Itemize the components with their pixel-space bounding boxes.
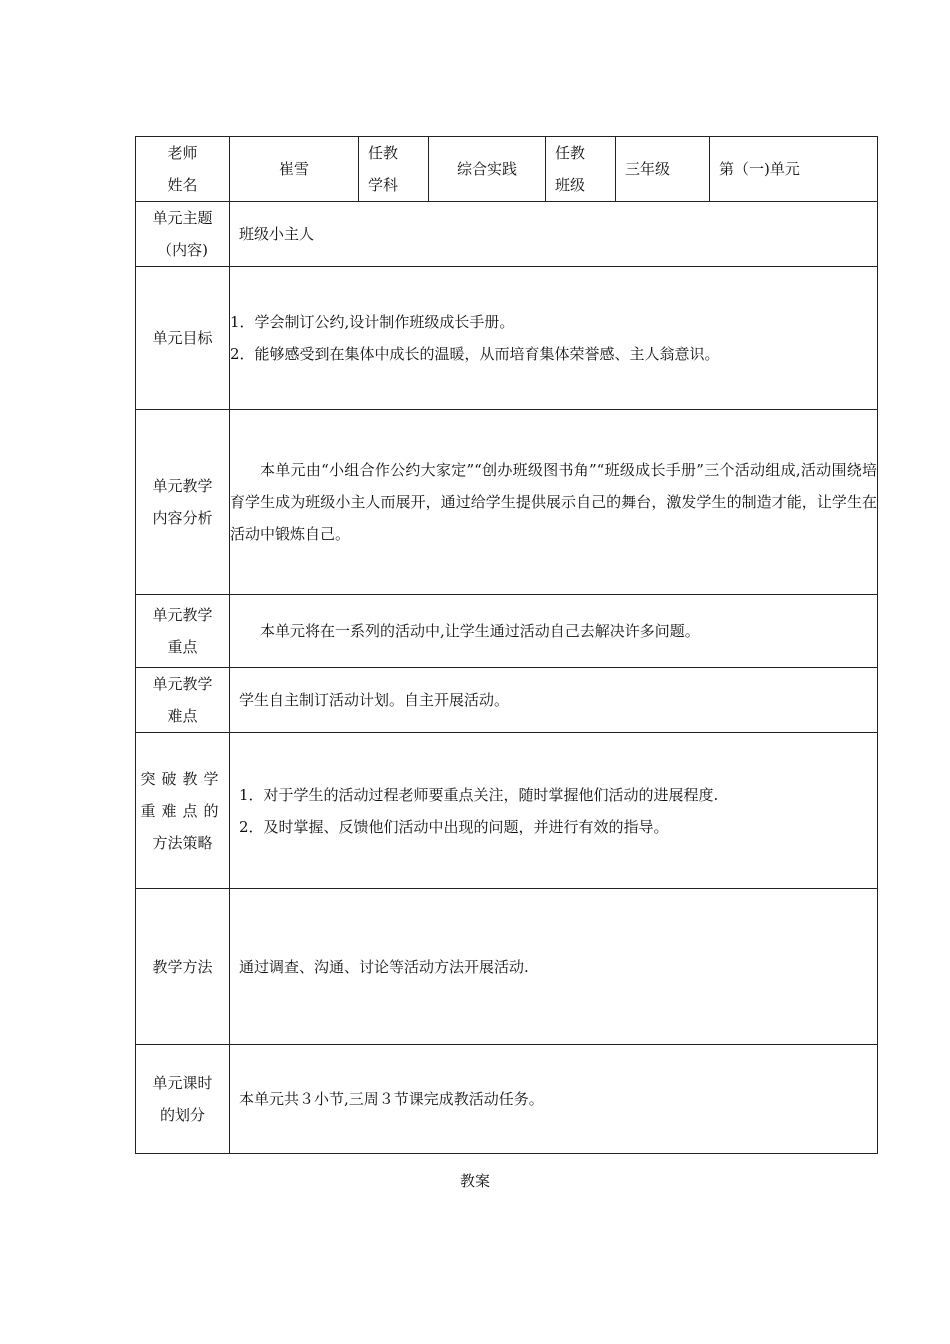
theme-label	[136, 202, 230, 267]
theme-value: 班级小主人	[230, 202, 878, 267]
subject-value: 综合实践	[429, 137, 546, 202]
strategy-item: 1．对于学生的活动过程老师要重点关注，随时掌握他们活动的进展程度.	[239, 785, 719, 804]
method-row	[136, 889, 878, 1045]
key-points-label-line-2: 重点	[167, 638, 198, 656]
subject-label	[359, 137, 429, 202]
difficulties-label-line-2: 难点	[167, 707, 198, 725]
unit-plan-table	[135, 136, 878, 1154]
strategy-label	[136, 733, 230, 889]
strategy-item: 2．及时掌握、反馈他们活动中出现的问题，并进行有效的指导。	[239, 817, 669, 836]
hours-row	[136, 1045, 878, 1154]
teacher-label-line-1: 老师	[167, 144, 198, 162]
goals-label: 单元目标	[136, 267, 230, 410]
class-label-line-2: 班级	[555, 176, 586, 194]
subject-label-line-2: 学科	[368, 176, 399, 194]
class-label	[546, 137, 616, 202]
hours-text: 本单元共３小节,三周３节课完成教活动任务。	[230, 1045, 878, 1154]
goals-content	[230, 267, 878, 410]
difficulties-label-line-1: 单元教学	[152, 675, 213, 693]
key-points-label-line-1: 单元教学	[152, 606, 213, 624]
difficulties-row	[136, 668, 878, 733]
theme-row	[136, 202, 878, 267]
analysis-label-line-2: 内容分析	[152, 509, 213, 527]
header-row	[136, 137, 878, 202]
strategy-label-line-3: 方法策略	[152, 833, 213, 852]
goal-item: 2．能够感受到在集体中成长的温暖，从而培育集体荣誉感、主人翁意识。	[230, 345, 720, 363]
key-points-content	[230, 595, 878, 668]
strategy-row	[136, 733, 878, 889]
hours-label-line-2: 的划分	[159, 1106, 205, 1124]
goals-row	[136, 267, 878, 410]
difficulties-label	[136, 668, 230, 733]
hours-label-line-1: 单元课时	[152, 1074, 213, 1092]
analysis-content	[230, 410, 878, 595]
theme-label-line-1: 单元主题	[152, 209, 213, 227]
key-points-label	[136, 595, 230, 668]
difficulties-text: 学生自主制订活动计划。自主开展活动。	[230, 668, 878, 733]
teacher-label-line-2: 姓名	[167, 176, 198, 194]
key-points-text: 本单元将在一系列的活动中,让学生通过活动自己去解决许多问题。	[260, 622, 700, 640]
unit-value: 第（一)单元	[710, 137, 878, 202]
footer-caption: 教案	[459, 1172, 490, 1190]
strategy-label-line-2: 重难点的	[140, 801, 225, 820]
analysis-label-line-1: 单元教学	[152, 477, 213, 495]
subject-label-line-1: 任教	[368, 144, 399, 162]
method-label: 教学方法	[136, 889, 230, 1045]
key-points-row	[136, 595, 878, 668]
strategy-label-line-1: 突破教学	[140, 769, 225, 788]
teacher-name-label	[136, 137, 230, 202]
goal-item: 1．学会制订公约,设计制作班级成长手册。	[230, 313, 515, 331]
strategy-content	[230, 733, 878, 889]
analysis-row	[136, 410, 878, 595]
teacher-name-value: 崔雪	[230, 137, 359, 202]
method-text: 通过调查、沟通、讨论等活动方法开展活动.	[230, 889, 878, 1045]
analysis-label	[136, 410, 230, 595]
class-value: 三年级	[616, 137, 710, 202]
analysis-text: 本单元由“小组合作公约大家定”“创办班级图书角”“班级成长手册”三个活动组成,活动围绕培育学生成为班级小主人而展开，通过给学生提供展示自己的舞台，激发学生的制造才能，让学生在活动中锻炼自己。	[230, 461, 877, 543]
class-label-line-1: 任教	[555, 144, 586, 162]
hours-label	[136, 1045, 230, 1154]
theme-label-line-2: （内容)	[157, 241, 208, 259]
